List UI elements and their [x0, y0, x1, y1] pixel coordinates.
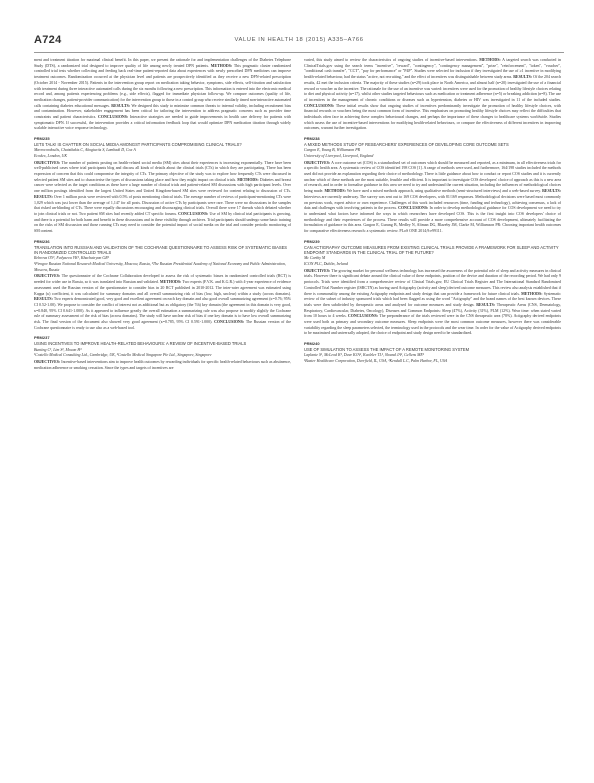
abstract-id: PRM237 — [34, 335, 50, 341]
right-intro-text: varied, this study aimed to review the characteristics of ongoing studies of incentive-based interventions. METHODS: A targeted search was conducted in ClinicalTrials.gov using the search terms "incentive", "reward", "contingency", "contingency management", "prize", "reinforcement", "token", "voucher", "conditional cash transfer", "CCT", "pay for performance" or "P4P". Studies were selected for inclusion if they investigated the use of ≥1 incentive in modifying health-related behaviour, had the status "active, not recruiting," and the effect of incentives was distinguishable between study arms. RESULTS: Of the 204 search results, 42 met the inclusion criteria. The majority of these studies (n=29) took place in North America, and almost half (n=20) investigated the use of a financial reward or voucher as the incentive. The rationale for the use of an incentive was varied: incentives were used for the promotion of healthy lifestyle choices relating to diet and physical activity (n=17), whilst other studies targeted behaviours such as medication or treatment adherence (n=5) or breaking addiction (n=8). The use of incentives in the management of chronic conditions or diseases such as hypertension, diabetes or HIV was investigated in 11 of the included studies. CONCLUSIONS: These initial results show that ongoing studies of incentives predominantly investigate the promotion of healthy lifestyle choices, with financial rewards or vouchers being the most common form of incentive. This emphasises on promoting healthy lifestyle choices may reflect the difficulties that individuals often face in achieving these complex behavioural changes, and perhaps the importance of these changes to healthcare systems worldwide. Studies which assess the use of incentive-based interventions for modifying health-related behaviours, or compare the effectiveness of different incentives in improving outcomes, warrant further investigation. — [304, 57, 561, 131]
abstract-authors: Rebrova OY¹, Fedyaeva VK², Khachatryan GR² — [34, 255, 109, 261]
abstract-title: USING INCENTIVES TO IMPROVE HEALTH-RELATED BEHAVIOURS: A REVIEW OF INCENTIVE-BASED TRIALS — [34, 341, 247, 347]
abstract-affiliation: Ecodex, London, UK — [34, 152, 68, 158]
abstract-id: PRM240 — [304, 341, 320, 347]
abstract-prm240 — [304, 341, 561, 364]
abstract-prm239 — [304, 239, 561, 336]
right-column — [304, 57, 561, 757]
abstract-authors: Laplante S¹, McLeod K², Duve KJA², Kuelzler TL², Sloand JA², Gellens ME² — [304, 352, 424, 358]
abstract-body: OBJECTIVES: The number of patients posting on health-related social media (SM) sites about their experiences is increasing exponentially. There have been well-publicised cases where trial participants blog and discuss all kinds of details about the clinical trials (CTs) in which they are participating. There has been expression of concern that this could compromise the integrity of CTs. The primary objective of the study was to explore how frequently CTs were discussed in selected patient SM sites and to characterise the types of discussions taking place and how they might impact on clinical trials. METHODS: Diabetes and breast cancer were selected as the target conditions as these have a large number of clinical trials and patient-related SM discussions with high participant levels. Over one million postings identified from the largest United States and United Kingdom-based SM sites were reviewed for content relating to discussion of CTs. RESULTS: Over 1 million posts were reviewed with 0.5% of posts mentioning clinical trials. The average number of reviews of participant-mentioning CTs were 1,029 which was just lower than the average of 1,147 for all posts. Discussion of active CTs by participants were rare. There were no discussions in the samples that risked un-blinding of CTs. There were equally discussions encouraging and discouraging clinical trials. Overall there were 17 threads which debated whether to join clinical trials or not. Two patient SM sites had recently added CT specific forums. CONCLUSIONS: Use of SM by clinical trial participants is growing, and there is a potential for both harm and benefit in these discussions and in these visibility through archives. Trial participants should undergo some basic training on the risks of SM discussion and those running CTs may need to consider the potential impact of social media on the trial and consider periodic monitoring of SM content. — [34, 159, 291, 234]
abstract-affiliation: ¹Baxter Healthcare Corporation, Deerfield, IL, USA, ²Kendall L.C, Palm Harbor, FL, USA — [304, 357, 448, 363]
abstract-prm238 — [304, 136, 561, 234]
header-rule — [34, 52, 564, 53]
abstract-prm237 — [34, 335, 291, 370]
abstract-authors: Mavrocordoulis, Chatzikakis C, Akogiurtis S, Lambadi D, Cox A — [34, 147, 136, 153]
abstract-prm235 — [34, 136, 291, 234]
abstract-id: PRM236 — [34, 238, 50, 244]
abstract-id: PRM238 — [304, 136, 320, 142]
abstract-id: PRM239 — [304, 238, 320, 244]
abstract-title: A MIXED METHODS STUDY OF RESEARCHERS' EXPERIENCES OF DEVELOPING CORE OUTCOME SETS — [304, 141, 509, 147]
abstract-prm236 — [34, 239, 291, 331]
abstract-authors: Gargon E, Young B, Williamson PR — [304, 147, 361, 153]
abstract-body: OBJECTIVES: A core outcome set (COS) is a standardised set of outcomes which should be measured and reported, as a minimum, in all effectiveness trials for a specific health area. A systematic review of COS identified 198 COS [1]. A range of methods were used, and furthermore, 164/198 studies included the methods used did not provide an explanation regarding their choice of methodology. There is little guidance about how to conduct or report COS studies and it is currently unclear which of these methods are the most suitable, feasible and efficient. It is important to investigate COS developers' choice of approach as this is a new area of research, and in order to formalise guidance in this area we need to try and understand the current situation, including the influences of methodological choices being made. METHODS: We have used a mixed methods approach, using qualitative methods (semi-structured interviews) and a web-based survey. RESULTS: Interviews are currently underway. The survey was sent out to 169 COS developers, with 81/169 responses. Methodological decisions were based most commonly on previous work, expert advice or own experience. Challenges of this work included resources (time, funding and technology), achieving consensus, a lack of data and challenges with involving patients in the process. CONCLUSIONS: In order to develop methodological guidance for COS development we need to try to understand what factors have informed the ways in which researchers have developed COS. This is the first insight into COS developers' choice of methodology and their experiences of the process. These results will provide a more comprehensive account of COS development, ultimately facilitating the formulation of guidance in this area. Gargon E, Gurung B, Medley N, Altman DG, Blazeby JM, Clarke M, Williamson PR: Choosing important health outcomes for comparative effectiveness research: a systematic review. PLoS ONE 2014;9:e99111. — [304, 159, 561, 234]
abstract-affiliation: ¹Pirogov Russian National Research Medical University, Moscow, Russia, ²The Russian Presidential Academy of National Economy and Public Administration, Moscow, Russia — [34, 261, 286, 272]
abstract-title: LETS TALK! IS CHATTER ON SOCIAL MEDIA AMONGST PARTICIPANTS COMPROMISING CLINICAL TRIALS? — [34, 141, 242, 147]
abstract-body: OBJECTIVES: Incentive-based interventions aim to improve health outcomes by rewarding individuals for specific health-related behaviours such as abstinence, medication adherence or smoking cessation. Since the types and targets of incentives are — [34, 358, 291, 370]
abstract-affiliation: ICON PLC, Dublin, Ireland — [304, 261, 348, 267]
abstract-body: OBJECTIVES: The growing market for personal wellness technology has increased the awareness of the potential role of sleep and activity measures in clinical trials. However there is significant debate around the clinical value of these endpoints, position of the device and duration of the recording period. We had only 9 protocols. Trials were identified from a comprehensive review of Clinical Trials.gov, EU Clinical Trials Register and The International Standard Randomised Controlled Trial Number register (ISRCTN) as having used Actigraphy (activity and sleep) derived outcome measures. This review also analysis established that if there is commonality among the existing Actigraphy endpoints and study design that can provide a framework for future clinical trials. METHODS: Systematic review of the subset of industry sponsored trials which had been flagged as using the word "Actigraphy" and the brand names of the best known devices. These trials were then subdivided by therapeutic areas and analysed for outcome measures and study design. RESULTS: Therapeutic Areas (CNS, Dermatology, Respiratory, Cardiovascular, Diabetes, Oncology), Diseases and Common Endpoints: Sleep (47%), Activity (31%), PLM (12%). Wear time: when stated varied from 10 hours to 4 weeks. CONCLUSIONS: The preponderance of the trials reviewed were in the CNS therapeutic area (78%). Actigraphy derived endpoints were used both as primary and secondary outcome measures. Sleep endpoints were the most common outcome measures, however there was considerable variability regarding the sleep parameters selected, the terminology used in the protocols and the wear time. In order for the value of Actigraphy derived endpoints to be maximised and universally adopted, the choice of endpoint and study design need to be standardized. — [304, 267, 561, 336]
abstract-id: PRM235 — [34, 136, 50, 142]
abstract-title: TRANSLATION INTO RUSSIAN AND VALIDATION OF THE COCHRANE QUESTIONNAIRE TO ASSESS RISK OF SYSTEMATIC BIASES IN RANDOMIZED CONTROLLED TRIALS — [34, 244, 288, 255]
abstract-affiliation: University of Liverpool, Liverpool, England — [304, 152, 374, 158]
left-intro-text: ment and treatment titration for maximal clinical benefit. In this paper, we present the rationale for and implementation challenges of the Diabetes Telephone Study (DTS), a randomized trial designed to improve quality of life among newly treated DPN patients. METHODS: This pragmatic cluster randomized controlled trial tests whether collecting and feeding back real-time patient-reported data about experiences with newly prescribed DPN medicines can improve treatment outcomes. Randomization occurred at the physician level and patients are prospectively identified as they receive a new DPN-related prescription (October 2014 - November 2015). Patients in the intervention group report on medication taking behavior, symptoms, side effects, self-titration and satisfaction with treatment during three interactive automated calls during the six months following a new prescription. This information is entered into the electronic medical record and, among patients experiencing problems (e.g., side effects), flagged for immediate physician follow-up. We compare outcomes (quality of life, medication changes, patient-provider communication) for the intervention group to those in a control group who receive similarly timed non-interactive automated calls containing diabetes educational messages. RESULTS: We designed this study to minimize common threats to internal validity, including recruitment bias and contamination. However, stakeholder engagement has been critical for tailoring the intervention to address pragmatic concerns such as provider time constraints and patient characteristics. CONCLUSIONS: Interactive strategies are needed to guide improvements in health care delivery for patients with symptomatic DPN. If successful, the intervention provides a critical information feedback loop that would optimize DPN medication titration through widely scalable interactive voice response technology. — [34, 57, 291, 131]
page-number: A724 — [34, 34, 62, 46]
abstract-title: USE OF SIMULATION TO ASSESS THE IMPACT OF A REMOTE MONITORING SYSTEM — [304, 346, 470, 352]
journal-citation: VALUE IN HEALTH 18 (2015) A335–A766 — [234, 37, 364, 43]
abstract-title: CAN ACTIGRAPHY OUTCOME MEASURES FROM EXISTING CLINICAL TRIALS PROVIDE A FRAMEWORK FOR SLEEP AND ACTIVITY ENDPOINT STANDARDS IN THE CLINICAL TRIAL OF THE FUTURE? — [304, 244, 559, 255]
abstract-authors: Mc Carthy M — [304, 255, 326, 261]
abstract-authors: Bunting C¹, Lim S², Mocan H³ — [34, 346, 82, 352]
abstract-affiliation: ¹Costello Medical Consulting Ltd., Cambridge, UK, ²Costello Medical Singapore Pte Ltd., Singapore, Singapore — [34, 352, 212, 358]
abstract-body: OBJECTIVES: The questionnaire of the Cochrane Collaboration developed to assess the risk of systematic biases in randomized controlled trials (RCT) is needed for wider use in Russia, so it was translated into Russian and validated. METHODS: Two experts (F.V.K. and K.G.R.) with 4-year experience of evidence assessment used the Russian version of the questionnaire to consider bias in 20 RCT published in 2010-2012. The inter-rater agreement was estimated using Kappa (κ) coefficient, it was calculated for summary domains and all overall summarizing risk of bias (low, high, unclear) within a study (across domains). RESULTS: Two experts demonstrated good, very good and excellent agreement on each key domain and also good overall summarizing agreement (κ=0.76; 95% CI 0.52-1.00). We propose to consider the conflict of interest not as additional but as obligatory (the 7th) key domain (the agreement in this domain is very good, κ=0.840, 95% CI 0.641-1.000). As it appeared to influence greatly the overall estimation a summarizing rule was also propose to modify slightly the Cochrane rule of summary assessment of the risk of bias (across domains). The study will have unclear risk of bias if one key domain is to have low overall summarizing risk. The final version of the document also showed very good agreement (κ=0.785, 95% CI 0.591-1.000). CONCLUSIONS: The Russian version of the Cochrane questionnaire is ready to use also as a web-based tool. — [34, 273, 291, 330]
left-column — [34, 57, 291, 757]
